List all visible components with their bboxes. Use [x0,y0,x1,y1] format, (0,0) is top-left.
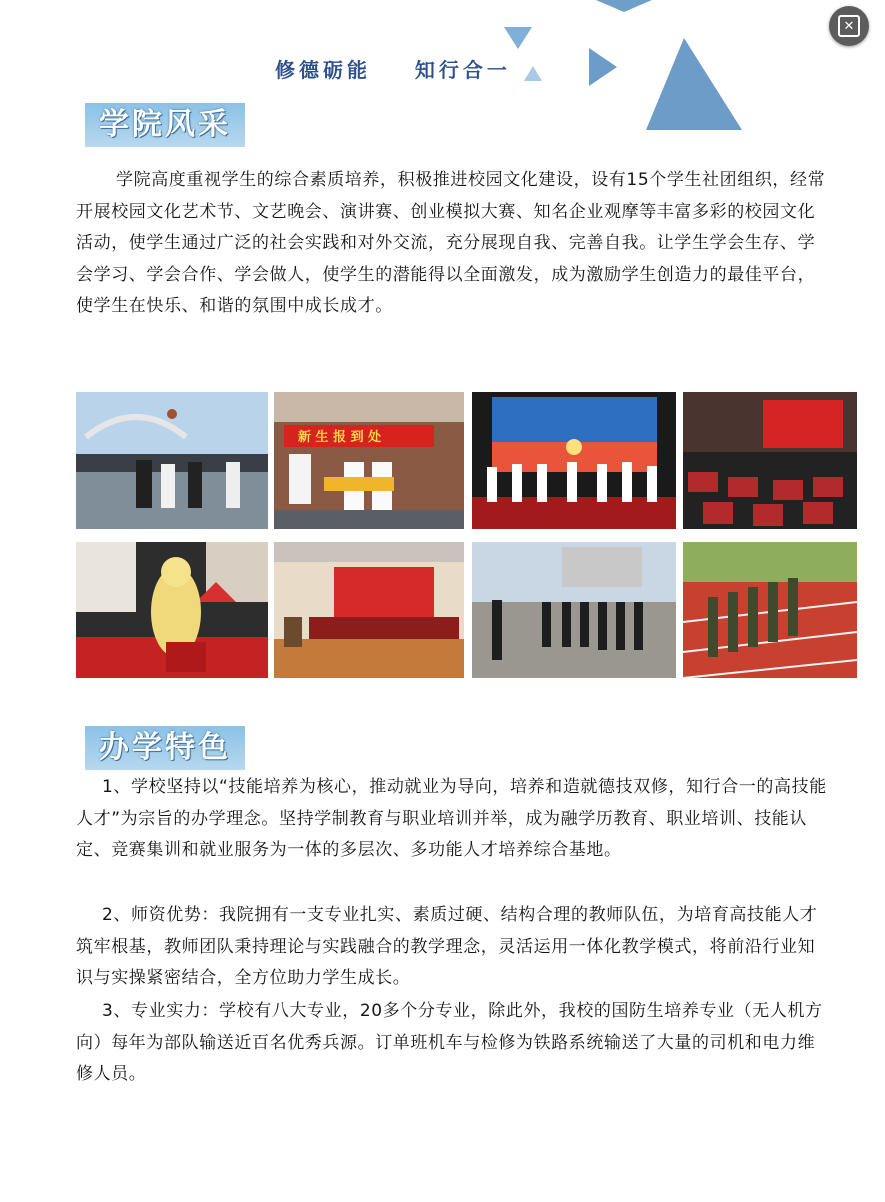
registration-banner-text: 新 生 报 到 处 [298,430,382,445]
school-motto: 修德砺能 知行合一 [275,58,511,82]
campus-style-paragraph: 学院高度重视学生的综合素质培养，积极推进校园文化建设，设有15个学生社团组织，经常开展校园文化艺术节、文艺晚会、演讲赛、创业模拟大赛、知名企业观摩等丰富多彩的校园文化活动，使学生通过广泛的社会实践和对外交流，充分展现自我、完善自我。让学生学会生存、学会学习、学会合作、学会做人，使学生的潜能得以全面激发，成为激励学生创造力的最佳平台，使学生在快乐、和谐的氛围中成长成才。 [76,170,826,316]
close-icon: ✕ [838,15,860,37]
section-title-campus-style: 学院风采 [85,103,245,147]
decor-triangle [596,0,652,12]
decor-triangle [589,48,617,86]
photo-stage-performance [472,392,676,529]
photo-military-drill [683,542,857,678]
section-title-school-features: 办学特色 [85,726,245,770]
decor-triangle [504,27,532,49]
feature-paragraph-3: 3、专业实力：学校有八大专业，20多个分专业，除此外，我校的国防生培养专业（无人机方向）每年为部队输送近百名优秀兵源。订单班机车与检修为铁路系统输送了大量的司机和电力维修人员。 [76,1001,823,1084]
photo-conference-stage [274,542,464,678]
feature-paragraph-1: 1、学校坚持以“技能培养为核心，推动就业为导向，培养和造就德技双修，知行合一的高技能人才”为宗旨的办学理念。坚持学制教育与职业培训并举，成为融学历教育、职业培训、技能认定、竞赛集训和就业服务为一体的多层次、多功能人才培养综合基地。 [76,777,827,860]
decor-triangle [646,38,742,130]
close-viewer-button[interactable] [829,6,869,46]
photo-flag-ceremony [472,542,676,678]
photo-lecture-hall [683,392,857,529]
decor-triangle [524,66,542,81]
photo-registration-desk [274,392,464,529]
photo-lion-dance [76,542,268,678]
photo-basketball-game [76,392,268,529]
feature-paragraph-2: 2、师资优势：我院拥有一支专业扎实、素质过硬、结构合理的教师队伍，为培育高技能人才筑牢根基，教师团队秉持理论与实践融合的教学理念，灵活运用一体化教学模式，将前沿行业知识与实操紧密结合，全方位助力学生成长。 [76,905,818,988]
